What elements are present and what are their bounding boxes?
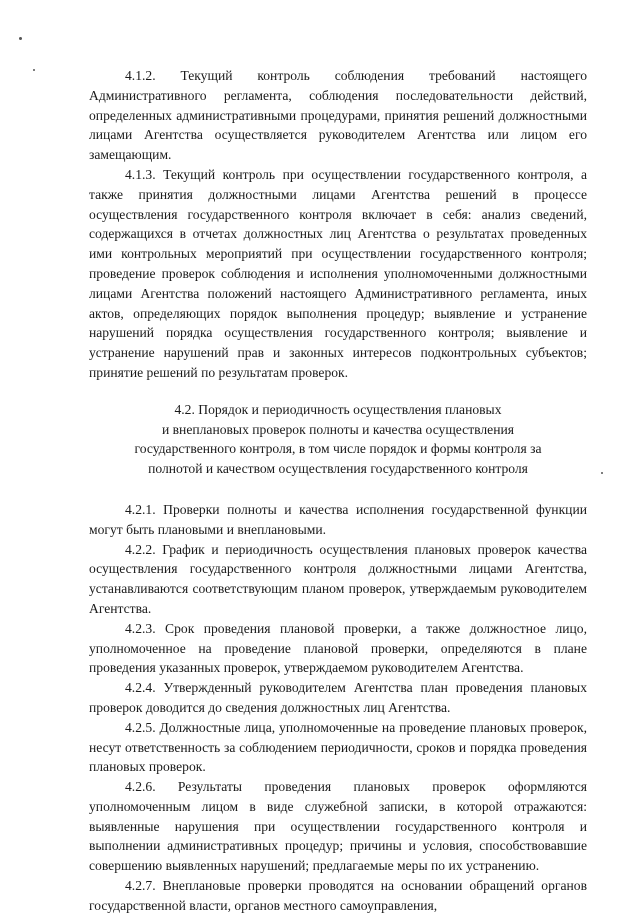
section-heading-4-2 xyxy=(89,400,587,479)
heading-line: 4.2. Порядок и периодичность осуществления плановых xyxy=(174,401,502,417)
heading-line: полнотой и качеством осуществления государственного контроля xyxy=(148,461,528,477)
paragraph-4-2-5: 4.2.5. Должностные лица, уполномоченные на проведение плановых проверок, несут ответственность за соблюдением периодичности, сроков и порядка проведения плановых проверок. xyxy=(89,719,587,775)
paragraph-4-2-7: 4.2.7. Внеплановые проверки проводятся на основании обращений органов государственной власти, органов местного самоуправления, xyxy=(89,878,587,913)
paragraph-4-2-3: 4.2.3. Срок проведения плановой проверки, а также должностное лицо, уполномоченное на проведение плановой проверки, определяются в плане проведения указанных проверок, утверждаемом руководителем Агентства. xyxy=(89,620,587,676)
heading-line: и внеплановых проверок полноты и качества осуществления xyxy=(161,421,515,437)
scan-speck xyxy=(601,472,603,474)
paragraph-4-1-3: 4.1.3. Текущий контроль при осуществлении государственного контроля, а также принятия должностными лицами Агентства решений в процессе осуществления государственного контроля включает в себя: анализ сведений, содержащихся в отчетах должностных лиц Агентства о результатах проведенных ими контрольных мероприятий при осуществлении государственного контроля; проведение проверок соблюдения и исполнения уполномоченными должностными лицами Агентства положений настоящего Административного регламента, иных актов, определяющих порядок выполнения процедур; выявление и устранение нарушений порядка осуществления государственного контроля; выявление и устранение нарушений прав и законных интересов подконтрольных субъектов; принятие решений по результатам проверок. xyxy=(89,166,587,380)
heading-line: государственного контроля, в том числе порядок и формы контроля за xyxy=(134,441,542,457)
paragraph-4-2-2: 4.2.2. График и периодичность осуществления плановых проверок качества осуществления государственного контроля должностными лицами Агентства, устанавливаются соответствующим планом проверок, утверждаемым руководителем Агентства. xyxy=(89,541,587,616)
paragraph-4-2-4: 4.2.4. Утвержденный руководителем Агентства план проведения плановых проверок доводится до сведения должностных лиц Агентства. xyxy=(89,680,587,715)
scan-speck xyxy=(33,69,35,71)
paragraph-4-2-1: 4.2.1. Проверки полноты и качества исполнения государственной функции могут быть плановыми и внеплановыми. xyxy=(89,501,587,537)
paragraph-4-2-6: 4.2.6. Результаты проведения плановых проверок оформляются уполномоченным лицом в виде служебной записки, в которой отражаются: выявленные нарушения при осуществлении государственного контроля и выполнении административных процедур; причины и условия, способствовавшие совершению выявленных нарушений; предлагаемые меры по их устранению. xyxy=(89,779,587,874)
document-page xyxy=(89,66,587,916)
paragraph-4-1-2: 4.1.2. Текущий контроль соблюдения требований настоящего Административного регламента, соблюдения последовательности действий, определенных административными процедурами, принятия решений должностными лицами Агентства осуществляется руководителем Агентства или лицом его замещающим. xyxy=(89,68,587,163)
scan-speck xyxy=(19,37,22,40)
